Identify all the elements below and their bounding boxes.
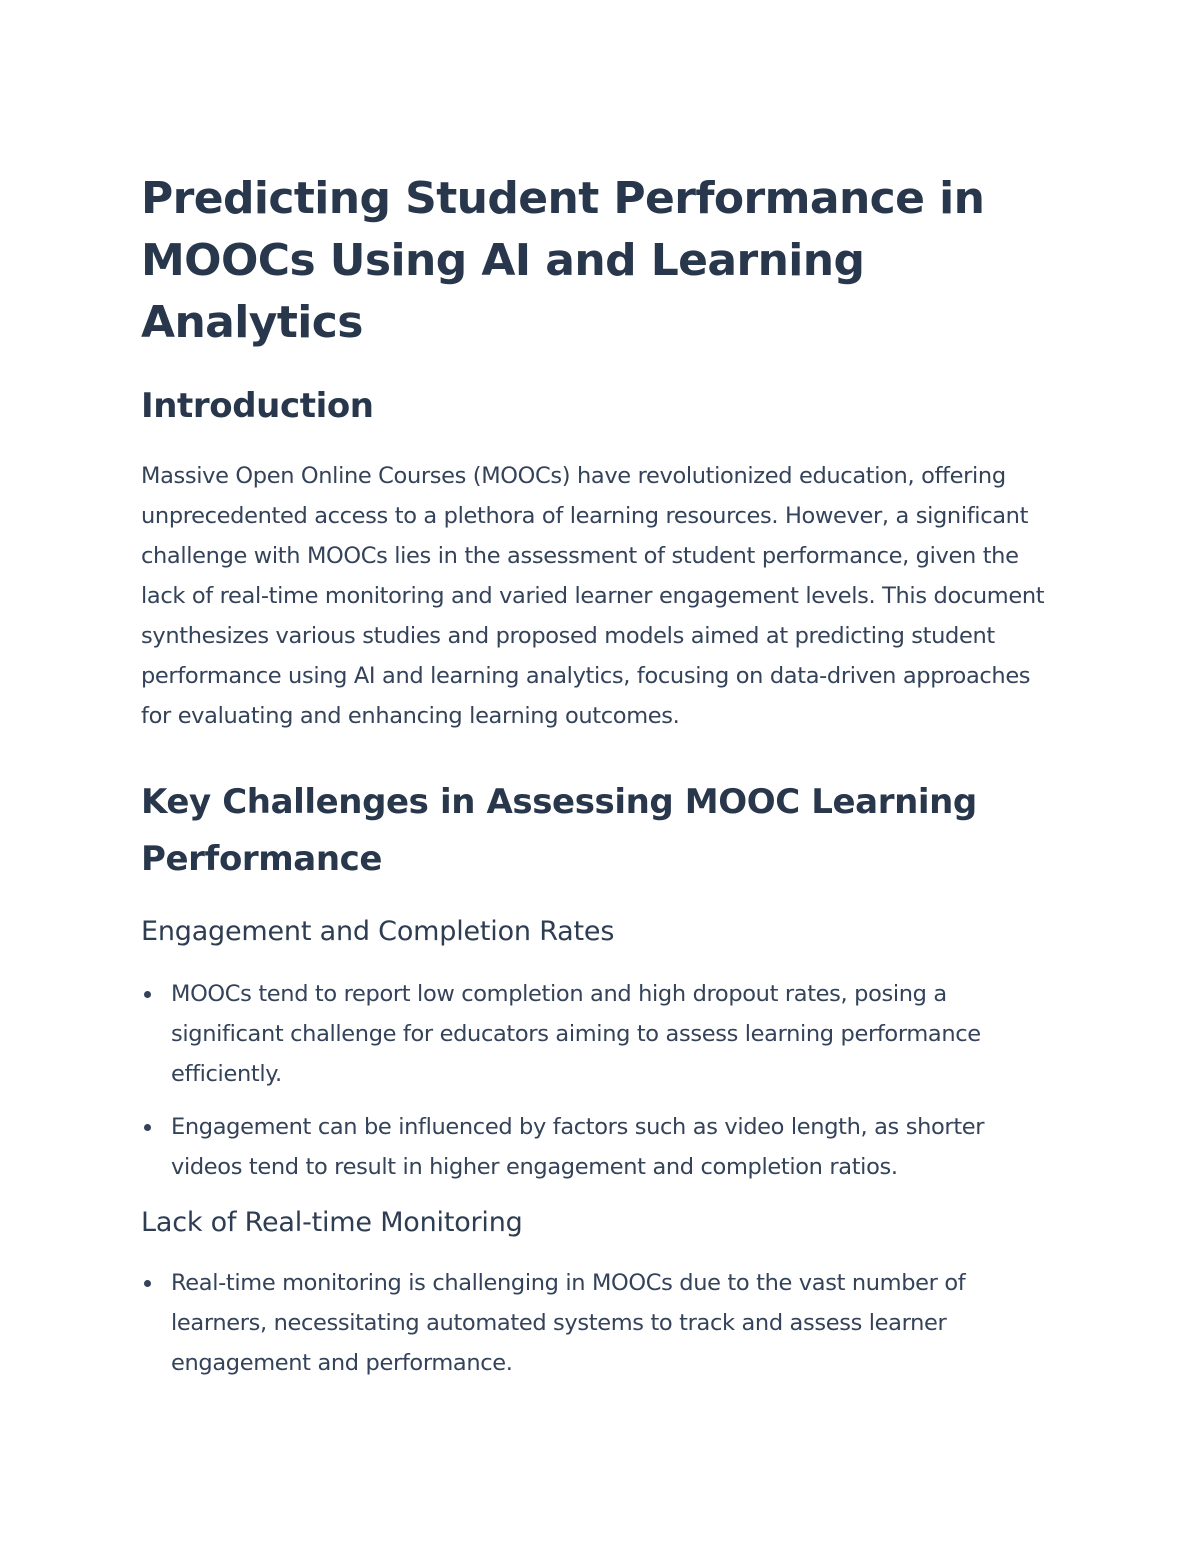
document-page bbox=[141, 168, 1061, 1383]
engagement-list bbox=[141, 974, 1061, 1187]
list-item bbox=[141, 1107, 1061, 1187]
introduction-heading: Introduction bbox=[141, 386, 374, 426]
list-item bbox=[141, 1263, 1061, 1383]
list-item-text: MOOCs tend to report low completion and high dropout rates, posing a significant challenge for educators aiming to assess learning performance efficiently. bbox=[171, 981, 981, 1087]
engagement-heading: Engagement and Completion Rates bbox=[141, 916, 615, 947]
bullet-icon bbox=[144, 1280, 151, 1287]
document-title: Predicting Student Performance in MOOCs Using AI and Learning Analytics bbox=[141, 173, 985, 348]
list-item-text: Real-time monitoring is challenging in MOOCs due to the vast number of learners, necessitating automated systems to track and assess learner engagement and performance. bbox=[171, 1270, 966, 1376]
bullet-icon bbox=[144, 991, 151, 998]
key-challenges-heading: Key Challenges in Assessing MOOC Learning Performance bbox=[141, 782, 977, 879]
monitoring-heading: Lack of Real-time Monitoring bbox=[141, 1207, 523, 1238]
introduction-paragraph: Massive Open Online Courses (MOOCs) have revolutionized education, offering unprecedented access to a plethora of learning resources. However, a significant challenge with MOOCs lies in the assessment of student performance, given the lack of real-time monitoring and varied learner engagement levels. This document synthesizes various studies and proposed models aimed at predicting student performance using AI and learning analytics, focusing on data-driven approaches for evaluating and enhancing learning outcomes. bbox=[141, 463, 1045, 729]
monitoring-list bbox=[141, 1263, 1061, 1383]
list-item-text: Engagement can be influenced by factors such as video length, as shorter videos tend to result in higher engagement and completion ratios. bbox=[171, 1114, 985, 1180]
list-item bbox=[141, 974, 1061, 1094]
bullet-icon bbox=[144, 1124, 151, 1131]
